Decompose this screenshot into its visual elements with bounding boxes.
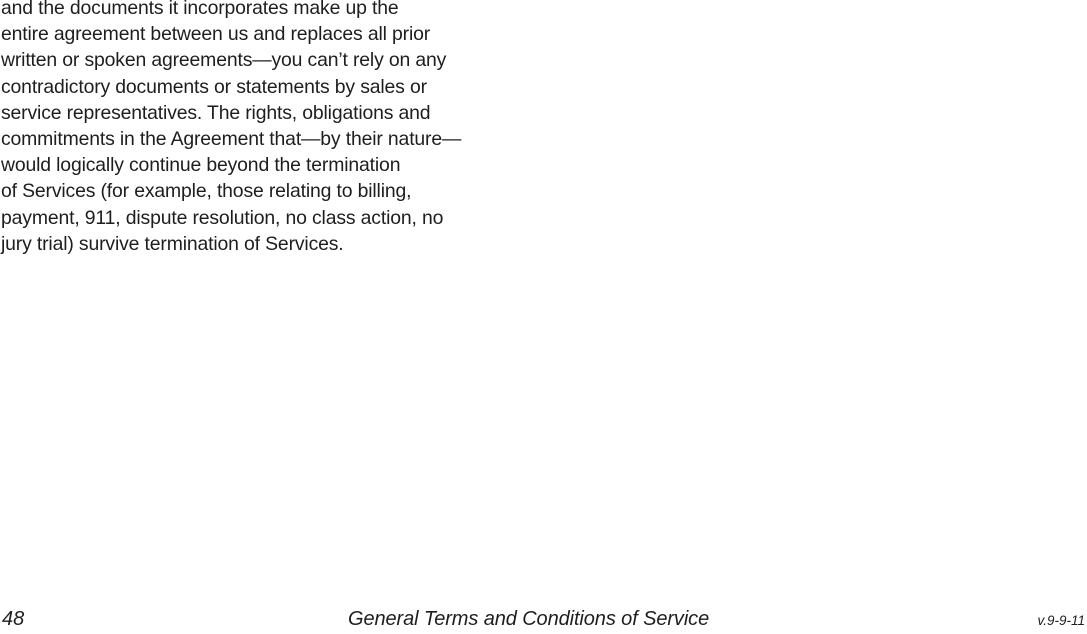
page-number: 48 [2,608,25,630]
paragraph-line: payment, 911, dispute resolution, no class action, no [1,206,444,229]
paragraph-line: would logically continue beyond the termination [1,154,401,177]
body-paragraph [1,0,461,257]
paragraph-line: and the documents it incorporates make up the [1,0,399,19]
paragraph-line: service representatives. The rights, obligations and [1,101,431,124]
paragraph-line: written or spoken agreements—you can’t rely on any [1,49,447,72]
footer-title: General Terms and Conditions of Service [348,608,710,630]
paragraph-line: entire agreement between us and replaces all prior [1,23,431,46]
paragraph-line: of Services (for example, those relating to billing, [1,180,412,203]
paragraph-line: commitments in the Agreement that—by their nature— [1,128,462,151]
version-label: v.9-9-11 [1037,613,1085,628]
paragraph-line: jury trial) survive termination of Services. [1,232,344,255]
paragraph-line: contradictory documents or statements by sales or [1,75,427,98]
page-footer [0,608,1087,634]
